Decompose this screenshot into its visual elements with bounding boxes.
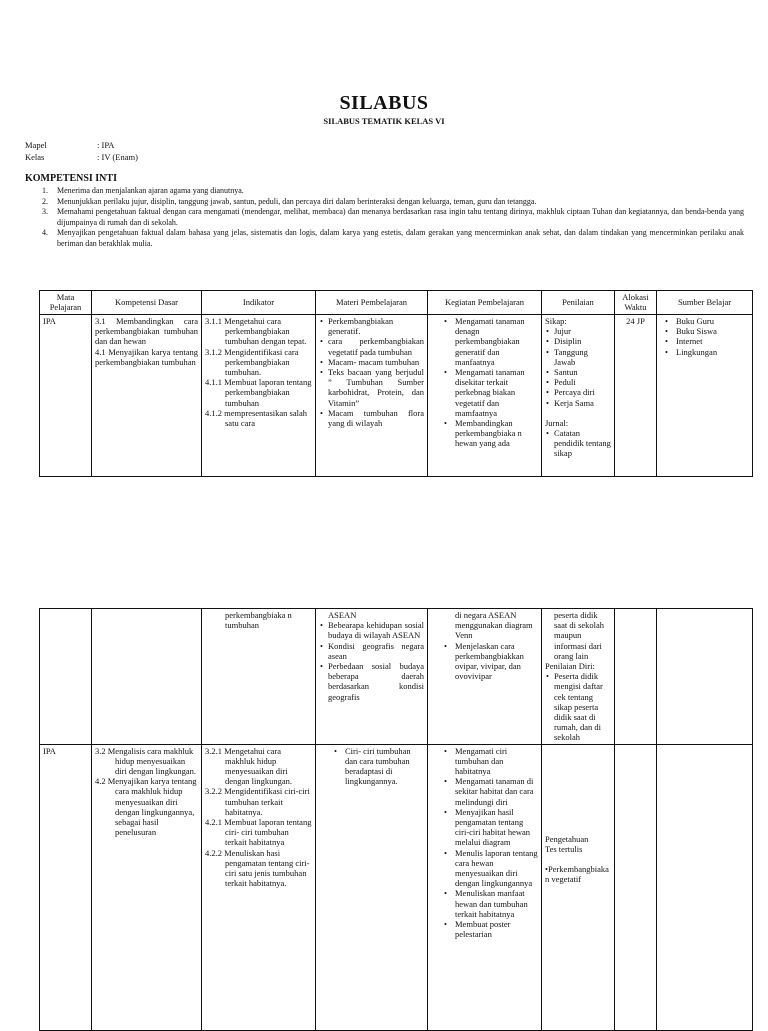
kompetensi-inti-heading: KOMPETENSI INTI bbox=[25, 173, 117, 184]
mapel-label: Mapel bbox=[25, 140, 47, 150]
kelas-value: : IV (Enam) bbox=[97, 152, 138, 162]
cell-indikator: 3.2.1 Mengetahui cara makhluk hidup menyesuaikan diri dengan lingkungan. 3.2.2 Mengidentifikasi ciri-ciri tumbuhan terkait habitatnya. 4.2.1 Membuat laporan tentang ciri- ciri tumbuhan terkait habitatnya 4.2.2 Menuliskan hasi pengamatan tentang ciri-ciri satu jenis tumbuhan terkait habitatnya. bbox=[202, 744, 316, 1030]
list-item: • Teks bacaan yang berjudul ” Tumbuhan Sumber karbohidrat, Protein, dan Vitamin” bbox=[328, 367, 424, 408]
header-mapel: Mata Pelajaran bbox=[40, 291, 92, 315]
cell-alokasi: 24 JP bbox=[615, 315, 657, 477]
list-item: • Membandingkan perkembangbiaka n hewan yang ada bbox=[455, 418, 538, 449]
syllabus-table-page-1 bbox=[39, 290, 753, 477]
list-item: • Macam- macam tumbuhan bbox=[328, 357, 424, 367]
cell-kegiatan: di negara ASEAN menggunakan diagram Venn • Menjelaskan cara perkembangbiakkan ovipar, vivipar, dan ovovivipar bbox=[428, 609, 542, 745]
cell-kegiatan bbox=[428, 315, 542, 477]
list-item: • Perbedaan sosial budaya beberapa daerah berdasarkan kondisi geografis bbox=[328, 661, 424, 702]
kompetensi-inti-list bbox=[30, 186, 744, 249]
cell-alokasi bbox=[615, 744, 657, 1030]
list-item: • Disiplin bbox=[554, 336, 611, 346]
list-item: • Mengamati ciri tumbuhan dan habitatnya bbox=[455, 746, 538, 777]
cell-penilaian: Pengetahuan Tes tertulis •Perkembangbiakan vegetatif bbox=[542, 744, 615, 1030]
header-materi: Materi Pembelajaran bbox=[316, 291, 428, 315]
list-item: • Kerja Sama bbox=[554, 398, 611, 408]
header-indikator: Indikator bbox=[202, 291, 316, 315]
list-item: • Buku Guru bbox=[676, 316, 749, 326]
list-item: • Mengamati tanaman disekitar terkait perkebnag biakan vegetatif dan mamfaatnya bbox=[455, 367, 538, 418]
syllabus-table-page-2 bbox=[39, 608, 753, 1031]
cell-kd: 3.2 Mengalisis cara makhluk hidup menyesuaikan diri dengan lingkungan. 4.2 Menyajikan karya tentang cara makhluk hidup menyesuaikan diri dengan lingkungannya, sebagai hasil penelusuran bbox=[92, 744, 202, 1030]
mapel-value: : IPA bbox=[97, 140, 115, 150]
cell-materi bbox=[316, 315, 428, 477]
ki-item: 4. Menyajikan pengetahuan faktual dalam bahasa yang jelas, sistematis dan logis, dalam karya yang estetis, dalam gerakan yang mencerminkan anak sehat, dan dalam tindakan yang mencerminkan perilaku anak beriman dan berakhlak mulia. bbox=[42, 228, 744, 248]
list-item: • Kondisi geografis negara asean bbox=[328, 641, 424, 661]
list-item: • Mengamati tanaman denagn perkembangbiakan generatif dan manfaatnya bbox=[455, 316, 538, 367]
list-item: • Menyajikan hasil pengamatan tentang ciri-ciri habitat hewan melalui diagram bbox=[455, 807, 538, 848]
list-item: • cara perkembangbiakan vegetatif pada tumbuhan bbox=[328, 336, 424, 356]
cell-sumber bbox=[657, 609, 753, 745]
ki-item: 3. Memahami pengetahuan faktual dengan cara mengamati (mendengar, melihat, membaca) dan menanya berdasarkan rasa ingin tahu tentang dirinya, makhluk ciptaan Tuhan dan kegiatannya, dan benda-benda yang dijumpainya di rumah dan di sekolah. bbox=[42, 207, 744, 227]
list-item: • Catatan pendidik tentang sikap bbox=[554, 428, 611, 459]
header-kd: Kompetensi Dasar bbox=[92, 291, 202, 315]
cell-alokasi bbox=[615, 609, 657, 745]
list-item: • Bebearapa kehidupan sosial budaya di wilayah ASEAN bbox=[328, 620, 424, 640]
cell-mapel bbox=[40, 609, 92, 745]
document-subtitle: SILABUS TEMATIK KELAS VI bbox=[323, 116, 445, 126]
cell-materi: ASEAN • Bebearapa kehidupan sosial budaya di wilayah ASEAN • Kondisi geografis negara asean • Perbedaan sosial budaya beberapa daerah berdasarkan kondisi geografis bbox=[316, 609, 428, 745]
list-item: • Peserta didik mengisi daftar cek tentang sikap peserta didik saat di rumah, dan di sekolah bbox=[554, 671, 611, 742]
list-item: • Lingkungan bbox=[676, 347, 749, 357]
ki-item: 2. Menunjukkan perilaku jujur, disiplin, tanggung jawab, santun, peduli, dan percaya diri dalam berinteraksi dengan keluarga, teman, guru dan tetangga. bbox=[42, 196, 537, 206]
list-item: • Tanggung Jawab bbox=[554, 347, 611, 367]
cell-kegiatan bbox=[428, 744, 542, 1030]
list-item: • Ciri- ciri tumbuhan dan cara tumbuhan beradaptasi di lingkungannya. bbox=[345, 746, 424, 787]
kelas-label: Kelas bbox=[25, 152, 45, 162]
list-item: • Jujur bbox=[554, 326, 611, 336]
list-item: • Mengamati tanaman di sekitar habitat dan cara melindungi diri bbox=[455, 776, 538, 807]
document-title: SILABUS bbox=[339, 92, 429, 114]
header-penilaian: Penilaian bbox=[542, 291, 615, 315]
cell-materi bbox=[316, 744, 428, 1030]
header-kegiatan: Kegiatan Pembelajaran bbox=[428, 291, 542, 315]
list-item: • Santun bbox=[554, 367, 611, 377]
cell-kd: 3.1 Membandingkan cara perkembangbiakan tumbuhan dan dan hewan 4.1 Menyajikan karya tentang perkembangbiakan tumbuhan bbox=[92, 315, 202, 477]
cell-sumber bbox=[657, 744, 753, 1030]
list-item: • Membuat poster pelestarian bbox=[455, 919, 538, 939]
list-item: • Macam tumbuhan flora yang di wilayah bbox=[328, 408, 424, 428]
cell-indikator: perkembangbiaka n tumbuhan bbox=[202, 609, 316, 745]
list-item: • Menuliskan manfaat hewan dan tumbuhan terkait habitatnya bbox=[455, 888, 538, 919]
list-item: • Menulis laporan tentang cara hewan menyesuaikan diri dengan lingkungannya bbox=[455, 848, 538, 889]
cell-penilaian: Sikap: • Jujur • Disiplin • Tanggung Jawab • Santun • Peduli • Percaya diri • Kerja Sama Jurnal: • Catatan pendidik tentang sikap bbox=[542, 315, 615, 477]
cell-sumber bbox=[657, 315, 753, 477]
cell-penilaian: peserta didik saat di sekolah maupun informasi dari orang lain Penilaian Diri: • Peserta didik mengisi daftar cek tentang sikap peserta didik saat di rumah, dan di sekolah bbox=[542, 609, 615, 745]
list-item: • Buku Siswa bbox=[676, 326, 749, 336]
cell-indikator: 3.1.1 Mengetahui cara perkembangbiakan tumbuhan dengan tepat. 3.1.2 Mengidentifikasi cara perkembangbiakan tumbuhan. 4.1.1 Membuat laporan tentang perkembangbiakan tumbuhan 4.1.2 mempresentasikan salah satu cara bbox=[202, 315, 316, 477]
cell-kd bbox=[92, 609, 202, 745]
header-sumber: Sumber Belajar bbox=[657, 291, 753, 315]
list-item: • Peduli bbox=[554, 377, 611, 387]
cell-mapel: IPA bbox=[40, 315, 92, 477]
header-alokasi: Alokasi Waktu bbox=[615, 291, 657, 315]
list-item: • Internet bbox=[676, 336, 749, 346]
list-item: • Menjelaskan cara perkembangbiakkan ovipar, vivipar, dan ovovivipar bbox=[455, 641, 538, 682]
list-item: • Perkembangbiakan generatif. bbox=[328, 316, 424, 336]
ki-item: 1. Menerima dan menjalankan ajaran agama yang dianutnya. bbox=[42, 186, 244, 195]
cell-mapel: IPA bbox=[40, 744, 92, 1030]
list-item: • Percaya diri bbox=[554, 387, 611, 397]
